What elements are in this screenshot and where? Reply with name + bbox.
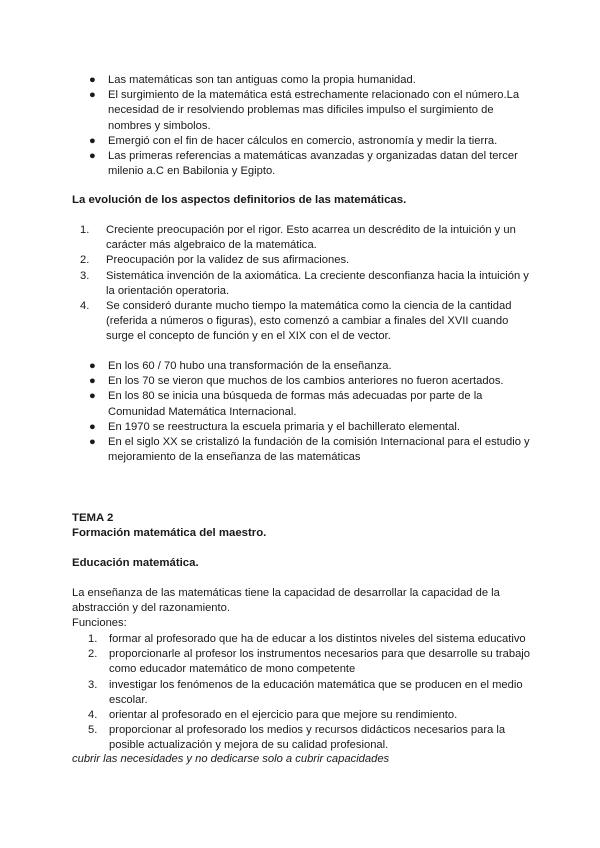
list-number: 4. xyxy=(88,709,98,722)
list-item: ● En los 80 se inicia una búsqueda de formas más adecuadas por parte de la Comunidad Matemática Internacional. xyxy=(89,390,483,418)
list-number: 3. xyxy=(80,269,90,282)
funciones-list xyxy=(0,632,600,754)
numbered-list xyxy=(0,223,600,345)
list-item: ● En los 70 se vieron que muchos de los cambios anteriores no fueron acertados. xyxy=(0,374,600,389)
list-item: 5. proporcionar al profesorado los medios y recursos didácticos necesarios para la posible actualización y mejora de su calidad profesional. xyxy=(88,724,506,752)
list-item: ● En el siglo XX se cristalizó la fundación de la comisión Internacional para el estudio y mejoramiento de la enseñanza de las matemáticas xyxy=(89,436,530,464)
tema-paragraph: La enseñanza de las matemáticas tiene la capacidad de desarrollar la capacidad de la abstracción y del razonamiento. xyxy=(72,587,500,615)
list-item: 4. orientar al profesorado en el ejercicio para que mejore su rendimiento. xyxy=(0,708,600,723)
list-item: 1. Creciente preocupación por el rigor. Esto acarrea un descrédito de la intuición y un carácter más algebraico de la matemática. xyxy=(80,224,516,252)
bullet-icon: ● xyxy=(89,420,96,433)
bullet-icon: ● xyxy=(89,360,96,372)
list-number: 1. xyxy=(80,224,90,236)
bullet-icon: ● xyxy=(89,150,96,163)
bullet-icon: ● xyxy=(89,74,96,86)
list-item: ● Las primeras referencias a matemáticas avanzadas y organizadas datan del tercer milenio a.C en Babilonia y Egipto. xyxy=(89,150,518,178)
list-item: ● El surgimiento de la matemática está estrechamente relacionado con el número.La necesidad de ir resolviendo problemas mas dificiles impulso el surgimiento de nombres y simbolos. xyxy=(89,89,520,132)
bullet-icon: ● xyxy=(89,375,96,388)
list-item: 3. investigar los fenómenos de la educación matemática que se producen en el medio escolar. xyxy=(88,678,523,706)
list-item: 1. formar al profesorado que ha de educar a los distintos niveles del sistema educativo xyxy=(0,632,600,647)
list-item: ● Las matemáticas son tan antiguas como la propia humanidad. xyxy=(0,73,600,88)
list-number: 5. xyxy=(88,724,98,737)
bullet-icon: ● xyxy=(89,390,96,403)
list-item: ● En 1970 se reestructura la escuela primaria y el bachillerato elemental. xyxy=(0,420,600,435)
list-number: 3. xyxy=(88,678,98,691)
bullet-icon: ● xyxy=(89,89,96,102)
italic-note: cubrir las necesidades y no dedicarse solo a cubrir capacidades xyxy=(72,753,390,765)
list-item: 2. Preocupación por la validez de sus afirmaciones. xyxy=(0,253,600,268)
intro-bullet-list xyxy=(0,73,600,179)
bullet-icon: ● xyxy=(89,436,96,449)
tema-subtitle: Educación matemática. xyxy=(72,557,199,569)
list-item: 3. Sistemática invención de la axiomática. La creciente desconfianza hacia la intuición y la orientación operatoria. xyxy=(80,269,529,297)
tema-label: TEMA 2 xyxy=(72,512,114,524)
list-number: 4. xyxy=(80,300,90,313)
list-item: ● Emergió con el fin de hacer cálculos en comercio, astronomía y medir la tierra. xyxy=(0,134,600,149)
list-number: 2. xyxy=(80,254,90,267)
funciones-label: Funciones: xyxy=(72,617,127,629)
bullet-icon: ● xyxy=(89,134,96,147)
list-item: ● En los 60 / 70 hubo una transformación de la enseñanza. xyxy=(0,359,600,374)
section-heading: La evolución de los aspectos definitorios de las matemáticas. xyxy=(72,194,407,206)
history-bullet-list xyxy=(0,359,600,465)
list-number: 1. xyxy=(88,633,98,645)
list-number: 2. xyxy=(88,648,98,661)
list-item: 4. Se consideró durante mucho tiempo la matemática como la ciencia de la cantidad (referida a números o figuras), esto comenzó a cambiar a finales del XVII cuando surge el concepto de función y en el XIX con el de vector. xyxy=(80,300,512,343)
tema-title: Formación matemática del maestro. xyxy=(72,527,267,539)
list-item: 2. proporcionarle al profesor los instrumentos necesarios para que desarrolle su trabajo como educador matemático de mono competente xyxy=(88,648,531,676)
